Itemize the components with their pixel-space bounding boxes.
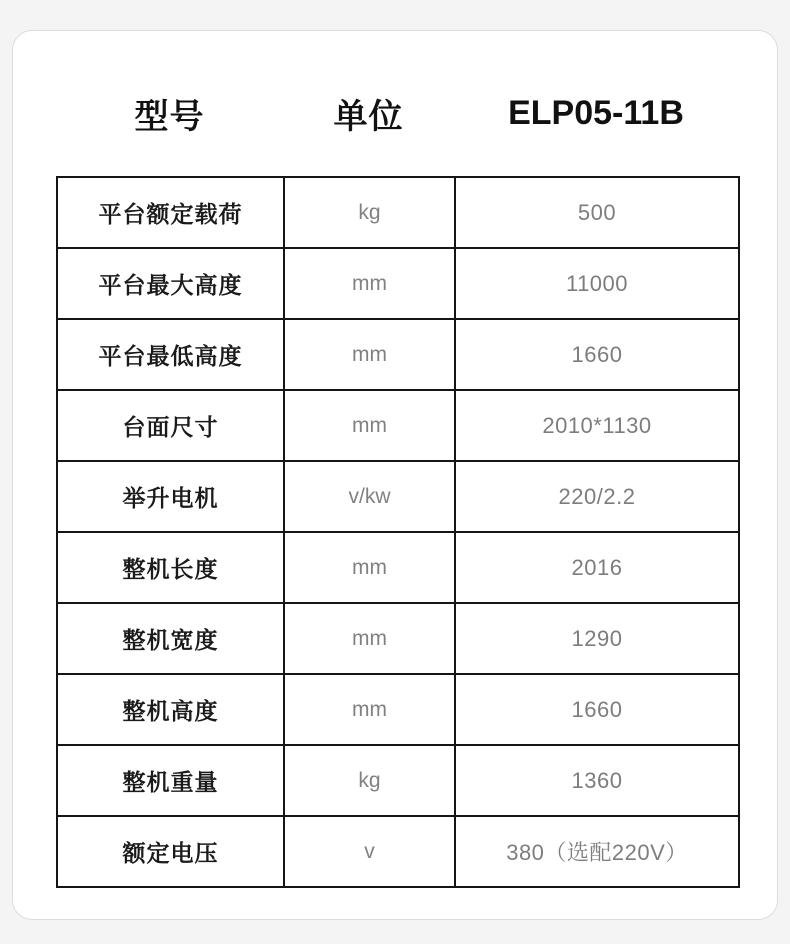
spec-unit-cell: kg [284, 177, 455, 248]
table-row [57, 461, 739, 532]
spec-unit-cell: mm [284, 532, 455, 603]
table-row [57, 745, 739, 816]
header-unit-label: 单位 [333, 98, 404, 136]
spec-unit-cell: mm [284, 390, 455, 461]
spec-value-cell: 11000 [455, 248, 739, 319]
spec-name-cell: 整机长度 [57, 532, 284, 603]
table-row [57, 248, 739, 319]
spec-name-cell: 整机宽度 [57, 603, 284, 674]
spec-name-cell: 额定电压 [57, 816, 284, 887]
table-row [57, 816, 739, 887]
spec-name-cell: 平台最低高度 [57, 319, 284, 390]
spec-table [56, 176, 740, 888]
table-row [57, 177, 739, 248]
spec-name-cell: 整机重量 [57, 745, 284, 816]
spec-unit-cell: mm [284, 319, 455, 390]
table-row [57, 532, 739, 603]
spec-name-cell: 举升电机 [57, 461, 284, 532]
header-model-label: 型号 [134, 98, 205, 136]
spec-unit-cell: mm [284, 603, 455, 674]
spec-value-cell: 1660 [455, 674, 739, 745]
spec-name-cell: 平台最大高度 [57, 248, 284, 319]
spec-card [12, 30, 778, 920]
spec-value-cell: 2016 [455, 532, 739, 603]
table-row [57, 319, 739, 390]
spec-name-cell: 台面尺寸 [57, 390, 284, 461]
table-row [57, 674, 739, 745]
spec-unit-cell: v/kw [284, 461, 455, 532]
table-row [57, 603, 739, 674]
spec-value-cell: 1660 [455, 319, 739, 390]
spec-value-cell: 2010*1130 [455, 390, 739, 461]
spec-header-row [56, 89, 738, 138]
header-model-value: ELP05-11B [508, 94, 684, 132]
table-row [57, 390, 739, 461]
spec-value-cell: 1290 [455, 603, 739, 674]
spec-name-cell: 平台额定载荷 [57, 177, 284, 248]
spec-unit-cell: kg [284, 745, 455, 816]
spec-value-cell: 1360 [455, 745, 739, 816]
spec-value-cell: 380（选配220V） [455, 816, 739, 887]
spec-unit-cell: mm [284, 674, 455, 745]
spec-name-cell: 整机高度 [57, 674, 284, 745]
spec-unit-cell: v [284, 816, 455, 887]
spec-unit-cell: mm [284, 248, 455, 319]
spec-value-cell: 500 [455, 177, 739, 248]
spec-value-cell: 220/2.2 [455, 461, 739, 532]
